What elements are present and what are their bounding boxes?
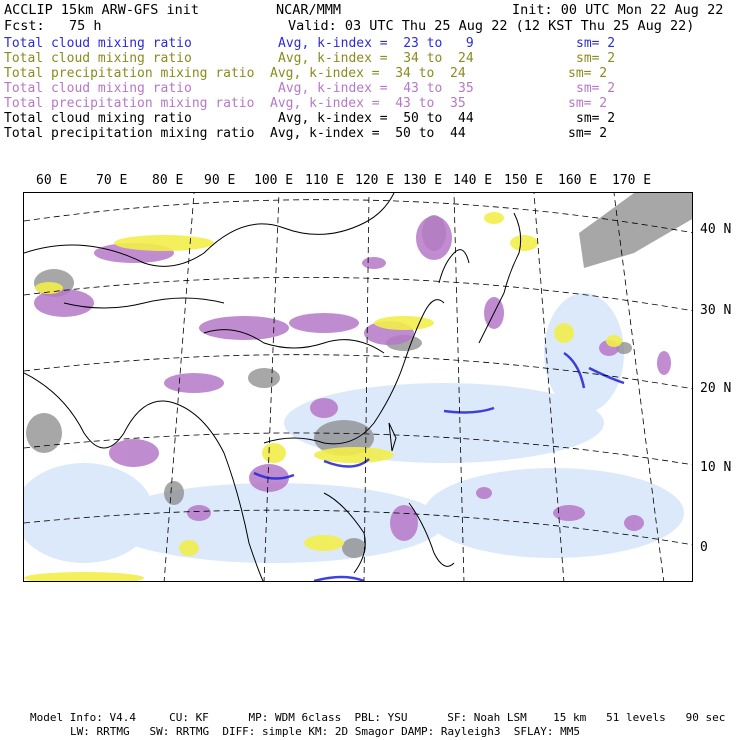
lon-label: 170 E	[612, 173, 652, 188]
field-name: Total precipitation mixing ratio	[4, 66, 255, 81]
field-avg: Avg, k-index = 43 to 35	[278, 81, 474, 96]
field-sm: sm= 2	[576, 111, 616, 126]
field-sm: sm= 2	[568, 66, 608, 81]
lat-label: 10 N	[700, 460, 732, 475]
lon-label: 90 E	[204, 173, 236, 188]
lat-label: 0	[700, 540, 708, 555]
lon-label: 160 E	[558, 173, 598, 188]
field-name: Total cloud mixing ratio	[4, 36, 192, 51]
field-avg: Avg, k-index = 23 to 9	[278, 36, 474, 51]
lon-label: 60 E	[36, 173, 68, 188]
field-avg: Avg, k-index = 34 to 24	[270, 66, 466, 81]
field-sm: sm= 2	[576, 51, 616, 66]
lon-label: 140 E	[453, 173, 493, 188]
forecast-map	[24, 193, 693, 582]
org-label: NCAR/MMM	[276, 2, 342, 18]
field-name: Total cloud mixing ratio	[4, 51, 192, 66]
field-avg: Avg, k-index = 43 to 35	[270, 96, 466, 111]
lat-label: 40 N	[700, 222, 732, 237]
field-name: Total precipitation mixing ratio	[4, 96, 255, 111]
lat-label: 30 N	[700, 303, 732, 318]
lon-label: 110 E	[305, 173, 345, 188]
lat-label: 20 N	[700, 381, 732, 396]
lon-label: 150 E	[504, 173, 544, 188]
field-sm: sm= 2	[568, 126, 608, 141]
field-sm: sm= 2	[576, 81, 616, 96]
lon-label: 130 E	[403, 173, 443, 188]
lon-label: 120 E	[355, 173, 395, 188]
valid-time: Valid: 03 UTC Thu 25 Aug 22 (12 KST Thu 25 Aug 22)	[288, 18, 695, 34]
forecast-hour: Fcst: 75 h	[4, 18, 102, 34]
lon-label: 100 E	[254, 173, 294, 188]
model-info-line1: Model Info: V4.4 CU: KF MP: WDM 6class PBL: YSU SF: Noah LSM 15 km 51 levels 90 sec	[30, 711, 726, 724]
field-avg: Avg, k-index = 50 to 44	[270, 126, 466, 141]
lon-label: 70 E	[96, 173, 128, 188]
field-avg: Avg, k-index = 34 to 24	[278, 51, 474, 66]
model-title: ACCLIP 15km ARW-GFS init	[4, 2, 200, 18]
model-info-line2: LW: RRTMG SW: RRTMG DIFF: simple KM: 2D Smagor DAMP: Rayleigh3 SFLAY: MM5	[70, 725, 580, 738]
field-sm: sm= 2	[568, 96, 608, 111]
map-frame	[23, 192, 693, 582]
field-name: Total cloud mixing ratio	[4, 111, 192, 126]
init-time: Init: 00 UTC Mon 22 Aug 22	[512, 2, 724, 18]
field-name: Total cloud mixing ratio	[4, 81, 192, 96]
field-name: Total precipitation mixing ratio	[4, 126, 255, 141]
field-sm: sm= 2	[576, 36, 616, 51]
field-avg: Avg, k-index = 50 to 44	[278, 111, 474, 126]
lon-label: 80 E	[152, 173, 184, 188]
